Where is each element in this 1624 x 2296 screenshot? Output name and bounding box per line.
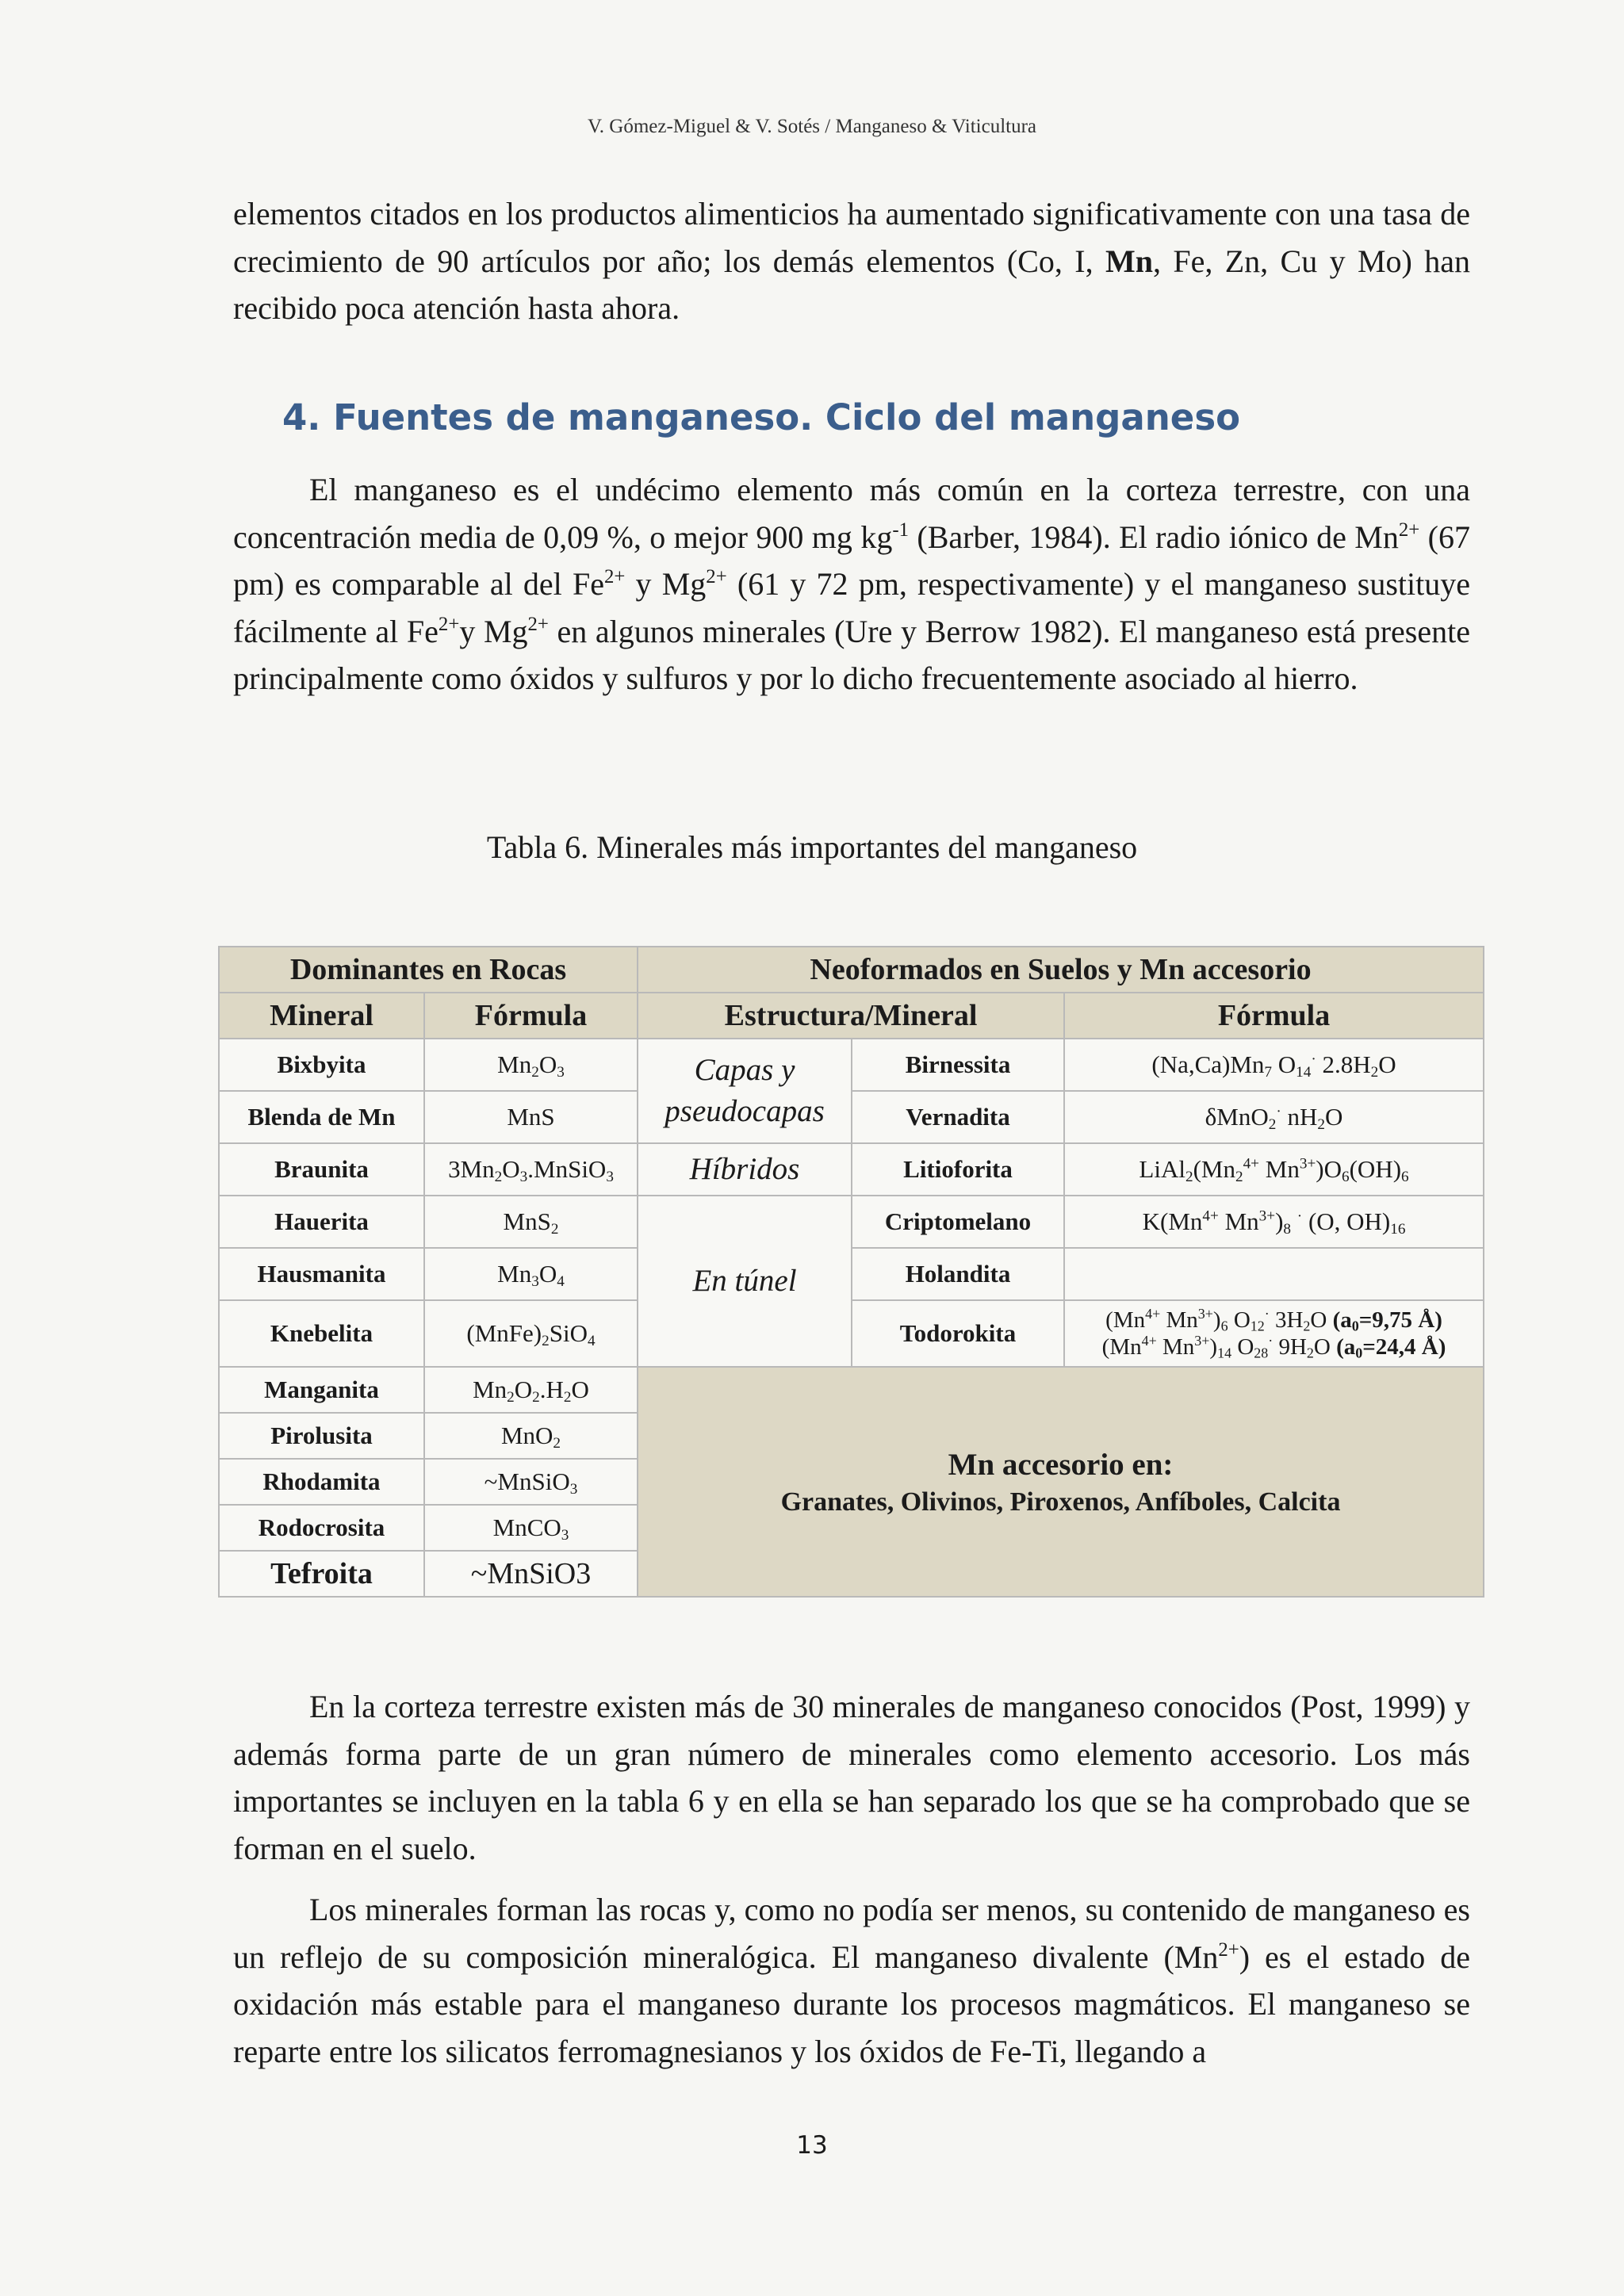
mineral-name: Blenda de Mn — [219, 1091, 424, 1143]
soil-mineral-formula: δMnO$_2$· $nH_2O$ — [1064, 1091, 1484, 1143]
mineral-name: Hauerita — [219, 1196, 424, 1248]
mineral-formula: $Mn_2O_3$ — [424, 1039, 638, 1091]
table-row — [219, 1039, 1484, 1091]
mineral-formula: MnO$_2$ — [424, 1413, 638, 1459]
table-caption: Tabla 6. Minerales más importantes del manganeso — [486, 829, 1138, 865]
section-heading: 4. Fuentes de manganeso. Ciclo del manganeso — [282, 396, 1241, 438]
structure-layers: Capas y pseudocapas — [638, 1039, 852, 1143]
soil-mineral-formula: $LiAl_2(Mn_2^{4+}$ $Mn^{3+})O_6(OH)_6$ — [1064, 1143, 1484, 1196]
soil-mineral-name: Litioforita — [852, 1143, 1064, 1196]
mineral-formula: $Mn_2O_2.H_2O$ — [424, 1367, 638, 1413]
mineral-formula: MnS — [424, 1091, 638, 1143]
running-header: V. Gómez-Miguel & V. Sotés / Manganeso & Viticultura — [587, 116, 1037, 137]
minerals-table — [218, 946, 1484, 1598]
soil-mineral-name: Criptomelano — [852, 1196, 1064, 1248]
structure-tunnel: En túnel — [638, 1196, 852, 1367]
table-row — [219, 1300, 1484, 1367]
col-header-formula: Fórmula — [424, 993, 638, 1039]
paragraph-rock-minerals: Los minerales forman las rocas y, como no podía ser menos, su contenido de manganeso es un reflejo de su composición mineralógica. El manganeso divalente $(Mn^{2+})$ es el estado de oxidación más estable para el manganeso durante los procesos magmáticos. El manganeso se reparte entre los silicatos ferromagnesianos y los óxidos de Fe-Ti, llegando a — [233, 1892, 1471, 2069]
mineral-name: Rodocrosita — [219, 1505, 424, 1551]
accessory-list: Granates, Olivinos, Piroxenos, Anfíboles, Calcita — [780, 1487, 1341, 1517]
mineral-formula: MnS$_2$ — [424, 1196, 638, 1248]
col-header-mineral: Mineral — [219, 993, 424, 1039]
col-header-formula-soil: Fórmula — [1064, 993, 1484, 1039]
mineral-formula: $Mn_3O_4$ — [424, 1248, 638, 1300]
mineral-formula: $(MnFe)_2SiO_4$ — [424, 1300, 638, 1367]
mineral-name: Pirolusita — [219, 1413, 424, 1459]
table-row — [219, 1248, 1484, 1300]
table-row — [219, 1091, 1484, 1143]
group-header-rocks: Dominantes en Rocas — [219, 947, 638, 993]
soil-mineral-formula: ($Mn^{4+}$ $Mn^{3+})_6$ $O_{12}^\cdot$ $3H_2O$ ($a_0=9,75$ Å) ($Mn^{4+}$ $Mn^{3+})_{14}$ $O_{28}^\cdot$ $9H_2O$ ($a_0=24,4$ Å) — [1064, 1300, 1484, 1367]
intro-paragraph: elementos citados en los productos alimenticios ha aumentado significativamente con una tasa de crecimiento de 90 artículos por año; los demás elementos (Co, I, Mn, Fe, Zn, Cu y Mo) han recibido poca atención hasta ahora. — [233, 196, 1470, 326]
mineral-name: Bixbyita — [219, 1039, 424, 1091]
soil-mineral-name: Todorokita — [852, 1300, 1064, 1367]
table-row — [219, 1196, 1484, 1248]
mineral-formula: ~MnSiO3 — [424, 1551, 638, 1597]
group-header-soils: Neoformados en Suelos y Mn accesorio — [638, 947, 1484, 993]
mineral-name: Tefroita — [219, 1551, 424, 1597]
mineral-name: Manganita — [219, 1367, 424, 1413]
mineral-name: Hausmanita — [219, 1248, 424, 1300]
group-header-row — [219, 947, 1484, 993]
page-number: 13 — [796, 2131, 828, 2160]
mineral-name: Rhodamita — [219, 1459, 424, 1505]
mineral-formula: MnCO$_3$ — [424, 1505, 638, 1551]
mineral-name: Knebelita — [219, 1300, 424, 1367]
soil-mineral-formula: $(Na,Ca)Mn_7$ $O_{14}^\cdot$ $2.8H_2O$ — [1064, 1039, 1484, 1091]
paragraph-manganese-intro: El manganeso es el undécimo elemento más común en la corteza terrestre, con una concentración media de 0,09 %, o mejor 900 mg $kg^{-1}$ (Barber, 1984). El radio iónico de $Mn^{2+}$ (67 pm) es comparable al del $Fe^{2+}$ y $Mg^{2+}$ (61 y 72 pm, respectivamente) y el manganeso sustituye fácilmente al $Fe^{2+}y$ $Mg^{2+}$ en algunos minerales (Ure y Berrow 1982). El manganeso está presente principalmente como óxidos y sulfuros y por lo dicho frecuentemente asociado al hierro. — [233, 472, 1470, 696]
soil-mineral-name: Holandita — [852, 1248, 1064, 1300]
mineral-formula: $3Mn_2O_3.MnSiO_3$ — [424, 1143, 638, 1196]
soil-mineral-formula — [1064, 1248, 1484, 1300]
table-row — [219, 1367, 1484, 1413]
accessory-title: Mn accesorio en: — [948, 1447, 1174, 1482]
bold-element: Mn — [1105, 243, 1153, 279]
soil-mineral-name: Vernadita — [852, 1091, 1064, 1143]
col-header-structure: Estructura/Mineral — [638, 993, 1064, 1039]
column-header-row — [219, 993, 1484, 1039]
mineral-name: Braunita — [219, 1143, 424, 1196]
accessory-minerals-cell — [638, 1367, 1484, 1597]
structure-hybrids: Híbridos — [638, 1143, 852, 1196]
table-row — [219, 1143, 1484, 1196]
paragraph-minerals-count: En la corteza terrestre existen más de 30 minerales de manganeso conocidos (Post, 1999) y además forma parte de un gran número de minerales como elemento accesorio. Los más importantes se incluyen en la tabla 6 y en ella se han separado los que se ha comprobado que se forman en el suelo. — [233, 1689, 1470, 1866]
soil-mineral-name: Birnessita — [852, 1039, 1064, 1091]
soil-mineral-formula: $K(Mn^{4+}$ $Mn^{3+})_8$ · (O, $OH)_{16}$ — [1064, 1196, 1484, 1248]
mineral-formula: ~MnSiO$_3$ — [424, 1459, 638, 1505]
